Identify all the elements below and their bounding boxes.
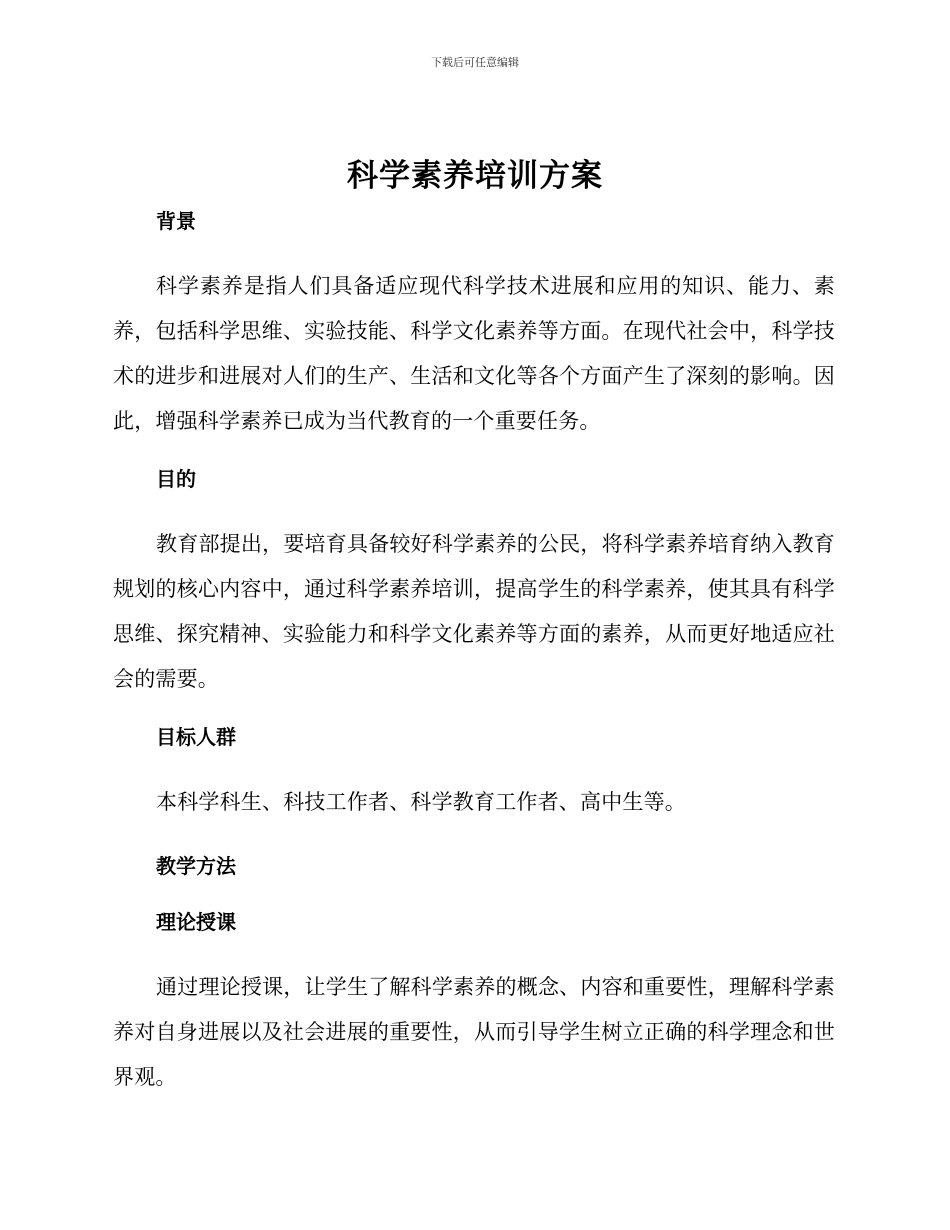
section-heading-target-audience: 目标人群 <box>156 725 236 749</box>
section-paragraph-purpose: 教育部提出，要培育具备较好科学素养的公民，将科学素养培育纳入教育规划的核心内容中，通过科学素养培训，提高学生的科学素养，使其具有科学思维、探究精神、实验能力和科学文化素养等方面的素养，从而更好地适应社会的需要。 <box>113 532 835 691</box>
section-paragraph-background: 科学素养是指人们具备适应现代科学技术进展和应用的知识、能力、素养，包括科学思维、实验技能、科学文化素养等方面。在现代社会中，科学技术的进步和进展对人们的生产、生活和文化等各个方面产生了深刻的影响。因此，增强科学素养已成为当代教育的一个重要任务。 <box>113 274 835 433</box>
section-heading-teaching-methods: 教学方法 <box>156 854 236 878</box>
section-heading-theory-lectures: 理论授课 <box>156 910 236 934</box>
header-note: 下载后可任意编辑 <box>431 56 519 69</box>
section-paragraph-target-audience: 本科学科生、科技工作者、科学教育工作者、高中生等。 <box>156 790 686 814</box>
document-body <box>113 206 835 1100</box>
section-heading-background: 背景 <box>156 209 196 233</box>
section-paragraph-theory-lectures: 通过理论授课，让学生了解科学素养的概念、内容和重要性，理解科学素养对自身进展以及社会进展的重要性，从而引导学生树立正确的科学理念和世界观。 <box>113 975 835 1089</box>
section-heading-purpose: 目的 <box>156 467 196 491</box>
page-title: 科学素养培训方案 <box>347 158 603 194</box>
